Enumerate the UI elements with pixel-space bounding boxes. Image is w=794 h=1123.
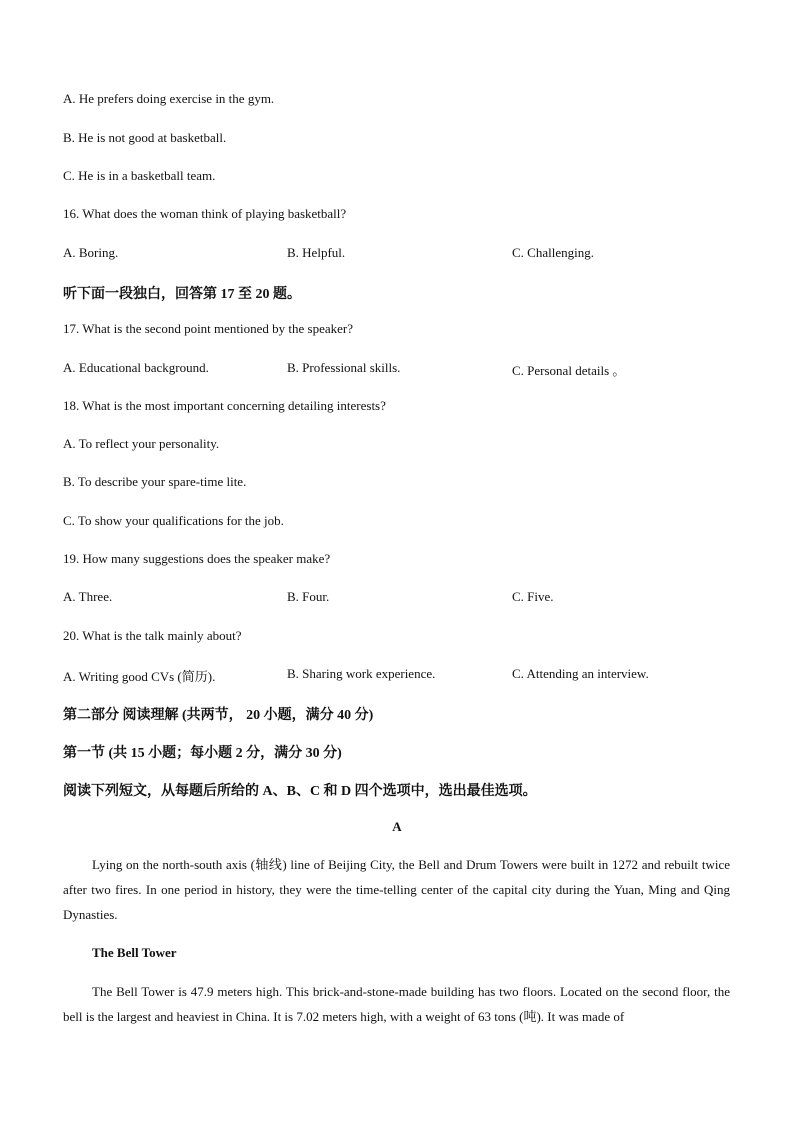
subheading-bell-tower: The Bell Tower — [92, 945, 177, 960]
q15-option-c: C. He is in a basketball team. — [63, 168, 216, 183]
q17-option-b: B. Professional skills. — [287, 360, 401, 375]
q20-option-c: C. Attending an interview. — [512, 666, 649, 681]
section1-heading: 第一节 (共 15 小题；每小题 2 分，满分 30 分) — [63, 746, 342, 761]
q17-option-a: A. Educational background. — [63, 360, 209, 375]
passage-label: A — [392, 819, 402, 834]
monologue-instruction: 听下面一段独白，回答第 17 至 20 题。 — [63, 287, 301, 302]
q19-question: 19. How many suggestions does the speaker make? — [63, 551, 331, 566]
q17-option-c: C. Personal details 。 — [512, 363, 626, 378]
q18-option-a: A. To reflect your personality. — [63, 436, 220, 451]
q15-option-b: B. He is not good at basketball. — [63, 130, 227, 145]
q16-option-a: A. Boring. — [63, 245, 119, 260]
reading-instruction: 阅读下列短文，从每题后所给的 A、B、C 和 D 四个选项中，选出最佳选项。 — [63, 784, 537, 799]
q20-question: 20. What is the talk mainly about? — [63, 628, 242, 643]
q17-question: 17. What is the second point mentioned by the speaker? — [63, 321, 354, 336]
q18-option-b: B. To describe your spare-time lite. — [63, 474, 247, 489]
q16-option-b: B. Helpful. — [287, 245, 346, 260]
q15-option-a: A. He prefers doing exercise in the gym. — [63, 91, 275, 106]
q19-option-c: C. Five. — [512, 589, 554, 604]
q20-option-b: B. Sharing work experience. — [287, 666, 436, 681]
q19-option-b: B. Four. — [287, 589, 330, 604]
passage-paragraph-1: Lying on the north-south axis (轴线) line of Beijing City, the Bell and Drum Towers were built in 1272 and rebuilt twice after two fires. In one period in history, they were the time-telling center of the capital city during the Yuan, Ming and Qing Dynasties. — [63, 857, 730, 922]
passage-paragraph-2: The Bell Tower is 47.9 meters high. This brick-and-stone-made building has two floors. Located on the second floor, the bell is the largest and heaviest in China. It is 7.02 meters high, with a weight of 63 tons (吨). It was made of — [63, 984, 730, 1024]
part2-heading: 第二部分 阅读理解 (共两节， 20 小题，满分 40 分) — [63, 708, 374, 723]
q18-option-c: C. To show your qualifications for the job. — [63, 513, 284, 528]
q18-question: 18. What is the most important concerning detailing interests? — [63, 398, 386, 413]
q20-option-a: A. Writing good CVs (简历). — [63, 669, 216, 684]
q16-question: 16. What does the woman think of playing basketball? — [63, 206, 347, 221]
q19-option-a: A. Three. — [63, 589, 113, 604]
q16-option-c: C. Challenging. — [512, 245, 594, 260]
